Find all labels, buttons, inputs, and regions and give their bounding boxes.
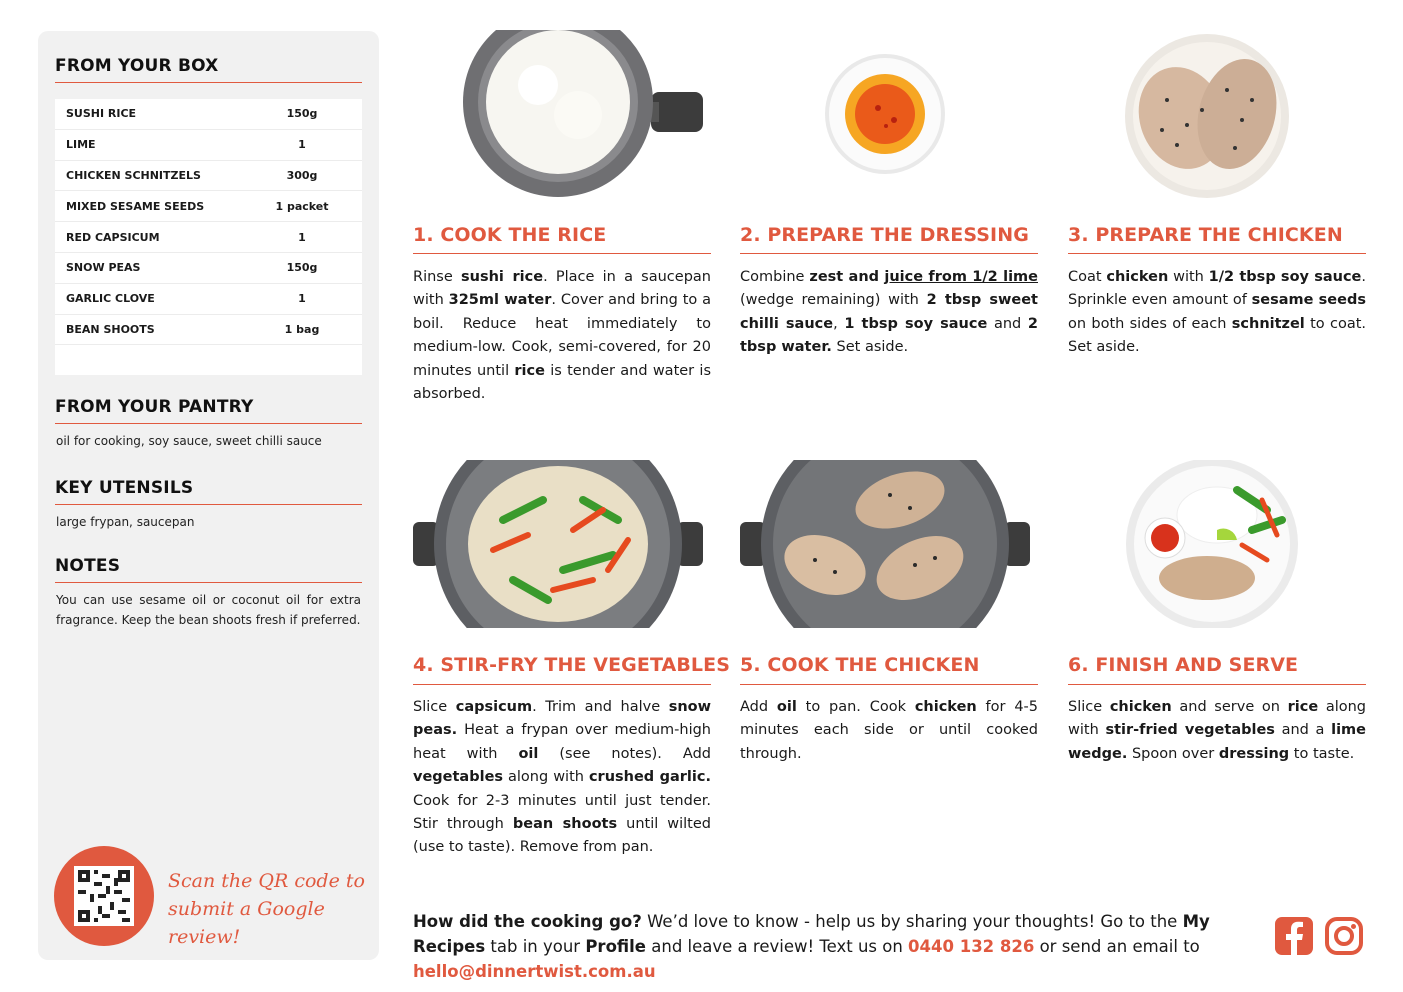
step-text-segment: crushed garlic. <box>588 769 711 786</box>
step-text-segment: Coat <box>1068 269 1107 285</box>
step-text-segment: vegetables <box>413 769 504 786</box>
step-4-title: 4. STIR-FRY THE VEGETABLES <box>413 654 730 676</box>
ingredient-name: SNOW PEAS <box>66 261 141 275</box>
step-text-segment: and <box>987 315 1028 332</box>
step-text-segment: chicken <box>914 699 977 715</box>
ingredient-row <box>55 99 362 130</box>
ingredient-name: LIME <box>66 138 96 152</box>
step-5-text <box>740 696 1038 766</box>
step-text-segment: 1/2 tbsp soy sauce <box>1208 269 1362 285</box>
step-5-photo <box>740 460 1030 628</box>
step-2-text <box>740 266 1038 360</box>
ingredient-qty: 150g <box>286 261 318 275</box>
ingredient-row <box>55 253 362 284</box>
step-text-segment: juice from 1/2 lime <box>884 269 1038 285</box>
ingredient-qty: 1 <box>298 230 306 244</box>
qr-code-icon[interactable] <box>74 866 134 926</box>
notes-text: You can use sesame oil or coconut oil for extra fragrance. Keep the bean shoots fresh if preferred. <box>56 593 361 627</box>
step-3-photo <box>1067 30 1357 198</box>
step-text-segment: . Trim and halve <box>532 699 669 715</box>
ingredient-qty: 1 packet <box>275 199 329 213</box>
footer-text-1: We’d love to know - help us by sharing your thoughts! Go to the <box>641 912 1183 931</box>
step-text-segment: 1 tbsp soy sauce <box>844 315 988 332</box>
notes-heading-rule <box>55 582 362 583</box>
step-4-text <box>413 696 711 860</box>
step-6-photo <box>1067 460 1357 628</box>
step-text-segment: with <box>1168 269 1209 285</box>
step-2-photo <box>740 30 1030 198</box>
qr-caption <box>168 867 368 951</box>
step-3-text <box>1068 266 1366 360</box>
step-text-segment: 2 tbsp sweet chilli sauce <box>740 292 1038 332</box>
footer-profile: Profile <box>585 937 646 956</box>
step-text-segment: bean shoots <box>512 816 618 833</box>
step-text-segment: (see notes). Add <box>538 745 711 762</box>
step-text-segment: sushi rice <box>460 269 544 285</box>
step-text-segment: until wilted (use to taste). Remove from pan. <box>413 816 711 856</box>
ingredient-name: MIXED SESAME SEEDS <box>66 199 205 213</box>
footer-email-link[interactable]: hello@dinnertwist.com.au <box>413 962 656 981</box>
step-text-segment: and a <box>1274 722 1332 739</box>
step-text-segment: Spoon over <box>1127 745 1219 762</box>
utensils-heading: KEY UTENSILS <box>55 478 194 498</box>
step-text-segment: on both sides of each <box>1068 315 1232 332</box>
step-text-segment: along with <box>503 769 589 786</box>
step-text-segment: schnitzel <box>1231 315 1305 332</box>
step-text-segment: chicken <box>1109 699 1172 715</box>
ingredient-name: GARLIC CLOVE <box>66 292 155 306</box>
step-1-text <box>413 266 711 406</box>
ingredient-row <box>55 191 362 222</box>
step-6-text <box>1068 696 1366 766</box>
step-text-segment: (wedge remaining) with <box>740 292 927 309</box>
qr-caption-line1: Scan the QR code to <box>168 870 365 892</box>
step-5-title: 5. COOK THE CHICKEN <box>740 654 980 676</box>
ingredient-row <box>55 284 362 315</box>
step-text-segment: stir-fried vegetables <box>1105 722 1275 739</box>
step-text-segment: Add <box>740 699 777 715</box>
step-text-segment: . Sprinkle even amount of <box>1068 269 1366 309</box>
step-text-segment: sesame seeds <box>1251 292 1366 309</box>
step-6-title: 6. FINISH AND SERVE <box>1068 654 1299 676</box>
step-text-segment: Set aside. <box>831 339 909 356</box>
footer-phone-link[interactable]: 0440 132 826 <box>908 937 1035 956</box>
step-text-segment: to taste. <box>1289 745 1355 762</box>
step-1-rule <box>413 253 711 254</box>
ingredient-row <box>55 315 362 346</box>
step-3-title: 3. PREPARE THE CHICKEN <box>1068 224 1343 246</box>
sidebar <box>38 31 379 960</box>
step-text-segment: snow peas. <box>413 699 711 739</box>
box-heading-rule <box>55 82 362 83</box>
step-text-segment: capsicum <box>455 699 533 715</box>
pantry-heading: FROM YOUR PANTRY <box>55 397 254 417</box>
step-text-segment: lime wedge. <box>1068 722 1366 762</box>
step-text-segment: 2 tbsp water. <box>740 315 1039 356</box>
feedback-footer <box>413 909 1273 984</box>
ingredients-table <box>55 99 362 375</box>
footer-text-4: or send an email to <box>1034 937 1200 956</box>
step-text-segment: Cook for 2-3 minutes until just tender. Stir through <box>413 792 711 833</box>
qr-badge[interactable] <box>54 846 154 946</box>
ingredient-qty: 1 <box>298 292 306 306</box>
step-2-rule <box>740 253 1038 254</box>
step-text-segment: . Place in a saucepan with <box>413 269 711 309</box>
step-text-segment: Slice <box>1068 699 1110 715</box>
facebook-icon[interactable] <box>1275 917 1313 955</box>
step-6-rule <box>1068 684 1366 685</box>
pantry-text: oil for cooking, soy sauce, sweet chilli sauce <box>56 434 322 448</box>
ingredient-row <box>55 130 362 161</box>
step-4-rule <box>413 684 711 685</box>
footer-text-3: and leave a review! Text us on <box>646 937 909 956</box>
step-text-segment: chicken <box>1106 269 1169 285</box>
step-text-segment: to coat. Set aside. <box>1068 315 1366 356</box>
step-2-title: 2. PREPARE THE DRESSING <box>740 224 1029 246</box>
ingredient-qty: 300g <box>286 168 318 182</box>
step-text-segment: . Cover and bring to a boil. Reduce heat immediately to medium-low. Cook, semi-covered, for 20 minutes until <box>413 292 711 379</box>
step-text-segment: Heat a frypan over medium-high heat with <box>413 722 711 762</box>
step-text-segment: zest and <box>809 269 885 285</box>
notes-heading: NOTES <box>55 556 121 576</box>
instagram-icon[interactable] <box>1325 917 1363 955</box>
qr-caption-line2: submit a Google review! <box>168 898 325 948</box>
ingredient-qty: 1 bag <box>284 322 320 336</box>
step-1-title: 1. COOK THE RICE <box>413 224 607 246</box>
step-text-segment: oil <box>776 699 797 715</box>
step-text-segment: and serve on <box>1171 699 1288 715</box>
ingredient-name: SUSHI RICE <box>66 107 137 121</box>
ingredient-name: RED CAPSICUM <box>66 230 160 244</box>
step-text-segment: Rinse <box>413 269 461 285</box>
step-text-segment: rice <box>514 362 545 379</box>
step-text-segment: Combine <box>740 269 810 285</box>
step-text-segment: for 4-5 minutes each side or until cooked through. <box>740 699 1039 762</box>
step-text-segment: 325ml water <box>448 292 552 309</box>
step-text-segment: is tender and water is absorbed. <box>413 362 711 403</box>
step-text-segment: dressing <box>1218 745 1290 762</box>
step-text-segment: along with <box>1068 699 1367 739</box>
footer-question: How did the cooking go? <box>413 912 642 931</box>
step-text-segment: Slice <box>413 699 456 715</box>
box-heading: FROM YOUR BOX <box>55 56 219 76</box>
step-text-segment: rice <box>1287 699 1319 715</box>
step-text-segment: , <box>833 315 845 332</box>
ingredient-row <box>55 161 362 192</box>
step-text-segment: to pan. Cook <box>796 699 915 715</box>
step-5-rule <box>740 684 1038 685</box>
ingredient-qty: 150g <box>286 107 318 121</box>
step-4-photo <box>413 460 703 628</box>
step-1-photo <box>413 30 703 198</box>
step-text-segment: oil <box>518 745 539 762</box>
footer-my-recipes: My Recipes <box>413 912 1210 956</box>
ingredient-name: CHICKEN SCHNITZELS <box>66 168 201 182</box>
step-3-rule <box>1068 253 1366 254</box>
ingredient-row <box>55 222 362 253</box>
pantry-heading-rule <box>55 423 362 424</box>
utensils-heading-rule <box>55 504 362 505</box>
utensils-text: large frypan, saucepan <box>56 515 195 529</box>
footer-text-2: tab in your <box>485 937 586 956</box>
ingredient-name: BEAN SHOOTS <box>66 322 155 336</box>
ingredient-qty: 1 <box>298 138 306 152</box>
